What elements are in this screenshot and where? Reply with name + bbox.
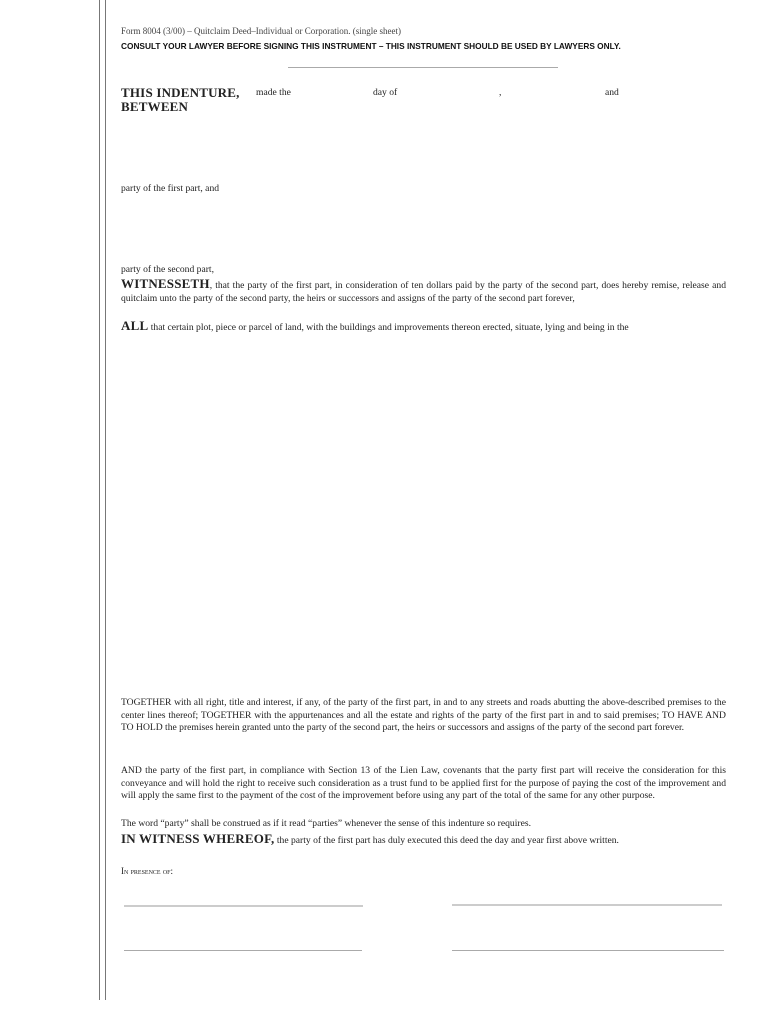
lawyer-warning: CONSULT YOUR LAWYER BEFORE SIGNING THIS INSTRUMENT – THIS INSTRUMENT SHOULD BE USED BY LAWYERS ONLY. xyxy=(121,41,621,51)
between-heading: BETWEEN xyxy=(121,99,189,114)
witness-whereof-clause xyxy=(121,833,726,848)
grantor-signature-line-2[interactable] xyxy=(452,950,724,951)
witness-signature-line-2[interactable] xyxy=(124,950,362,951)
day-of-label: day of xyxy=(373,87,398,98)
margin-line-left xyxy=(99,0,100,1000)
indenture-heading: THIS INDENTURE, xyxy=(121,85,240,100)
form-id-line: Form 8004 (3/00) – Quitclaim Deed–Individual or Corporation. (single sheet) xyxy=(121,26,401,36)
witness-whereof-heading: IN WITNESS WHEREOF, xyxy=(121,831,275,846)
indenture-line xyxy=(121,84,731,100)
comma: , xyxy=(499,87,502,98)
witnesseth-text: , that the party of the first part, in consideration of ten dollars paid by the party of the second part, does hereby remise, release and quitclaim unto the party of the second party, the heirs or successors and assigns of the party of the second part forever, xyxy=(121,280,726,304)
made-the-label: made the xyxy=(256,87,291,98)
all-clause xyxy=(121,320,726,335)
lien-law-clause: AND the party of the first part, in compliance with Section 13 of the Lien Law, covenants that the party first part will receive the consideration for this conveyance and will hold the right to receive such consideration as a trust fund to be applied first for the purpose of paying the cost of the improvement and will apply the same first to the payment of the cost of the improvement before using any part of the total of the same for any other purpose. xyxy=(121,765,726,802)
and-label: and xyxy=(605,87,619,98)
party-word-clause: The word “party” shall be construed as if it read “parties” whenever the sense of this indenture so requires. xyxy=(121,818,531,829)
witnesseth-clause xyxy=(121,278,726,305)
witness-signature-line-1[interactable] xyxy=(124,905,363,907)
title-rule xyxy=(288,67,558,68)
second-party-label: party of the second part, xyxy=(121,264,214,275)
grantor-signature-line-1[interactable] xyxy=(452,904,722,906)
together-clause: TOGETHER with all right, title and interest, if any, of the party of the first part, in and to any streets and roads abutting the above-described premises to the center lines thereof; TOGETHER with the appurtenances and all the estate and rights of the party of the first part in and to said premises; TO HAVE AND TO HOLD the premises herein granted unto the party of the second part, the heirs or successors and assigns of the party of the second part forever. xyxy=(121,697,726,734)
all-heading: ALL xyxy=(121,318,149,333)
witnesseth-heading: WITNESSETH xyxy=(121,276,210,291)
all-text: that certain plot, piece or parcel of land, with the buildings and improvements thereon erected, situate, lying and being in the xyxy=(148,322,629,333)
in-presence-of-label: In presence of: xyxy=(121,866,174,876)
margin-line-right xyxy=(105,0,106,1000)
witness-whereof-text: the party of the first part has duly executed this deed the day and year first above written. xyxy=(274,835,619,846)
first-party-label: party of the first part, and xyxy=(121,183,220,194)
